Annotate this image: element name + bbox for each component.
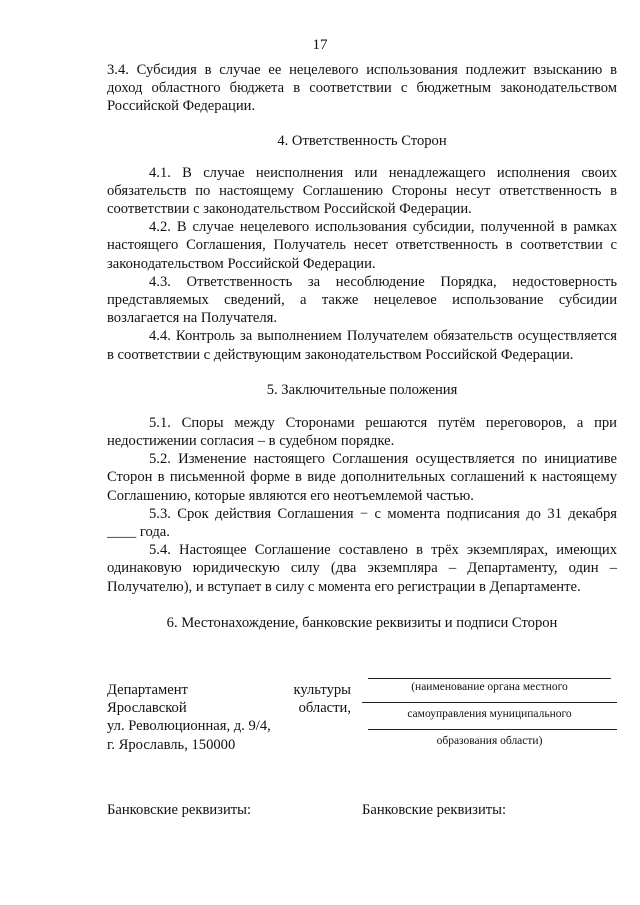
clause-5-2: 5.2. Изменение настоящего Соглашения осуществляется по инициативе Сторон в письменной форме в виде дополнительных соглашений к настоящему Соглашению, которые являются его неотъемлемой частью. [107, 451, 617, 504]
left-party-line1b: культуры [293, 682, 351, 698]
clause-4-1: 4.1. В случае неисполнения или ненадлежащего исполнения своих обязательств по настоящему Соглашению Стороны несут ответственность в соответствии с законодательством Российской Федерации. [107, 164, 617, 218]
left-party-line1a: Департамент [107, 682, 188, 698]
left-party-line2b: области, [298, 700, 351, 717]
section-4-title: 4. Ответственность Сторон [277, 132, 447, 149]
bank-details-left: Банковские реквизиты: [107, 802, 251, 818]
right-party-label-1: (наименование органа местного [411, 681, 568, 693]
signature-line-1 [368, 678, 611, 679]
right-party-label-3: образования области) [436, 735, 543, 747]
left-party-address [107, 681, 351, 754]
clause-5-1: 5.1. Споры между Сторонами решаются путём переговоров, а при недостижении согласия – в судебном порядке. [107, 414, 617, 450]
clause-4-3: 4.3. Ответственность за несоблюдение Порядка, недостоверность представляемых сведений, а также нецелевое использование субсидии возлагается на Получателя. [107, 273, 617, 327]
left-party-street: ул. Революционная, д. 9/4, [107, 718, 271, 735]
page-number: 17 [312, 37, 328, 53]
clause-4-2: 4.2. В случае нецелевого использования субсидии, полученной в рамках настоящего Соглашения, Получатель несет ответственность в соответствии с законодательством Российской Федерации. [107, 219, 617, 272]
document-body [107, 61, 617, 632]
clause-5-4: 5.4. Настоящее Соглашение составлено в трёх экземплярах, имеющих одинаковую юридическую силу (два экземпляра – Департаменту, один – Получателю), и вступает в силу с момента его регистрации в Департаменте. [107, 542, 617, 595]
right-party-label-2: самоуправления муниципального [407, 708, 572, 720]
section-6-title: 6. Местонахождение, банковские реквизиты и подписи Сторон [166, 614, 558, 631]
section-5-title: 5. Заключительные положения [266, 381, 458, 398]
left-party-line2a: Ярославской [107, 700, 187, 717]
signature-line-3 [368, 729, 617, 730]
bank-details-right: Банковские реквизиты: [362, 802, 506, 818]
clause-5-3: 5.3. Срок действия Соглашения − с момента подписания до 31 декабря ____ года. [107, 505, 617, 541]
clause-3-4: 3.4. Субсидия в случае ее нецелевого использования подлежит взысканию в доход областного бюджета в соответствии с бюджетным законодательством Российской Федерации. [107, 62, 617, 115]
clause-4-4: 4.4. Контроль за выполнением Получателем обязательств осуществляется в соответствии с действующим законодательством Российской Федерации. [107, 328, 617, 363]
signature-line-2 [362, 702, 617, 703]
left-party-city: г. Ярославль, 150000 [107, 736, 236, 753]
right-party-fields [362, 678, 617, 748]
